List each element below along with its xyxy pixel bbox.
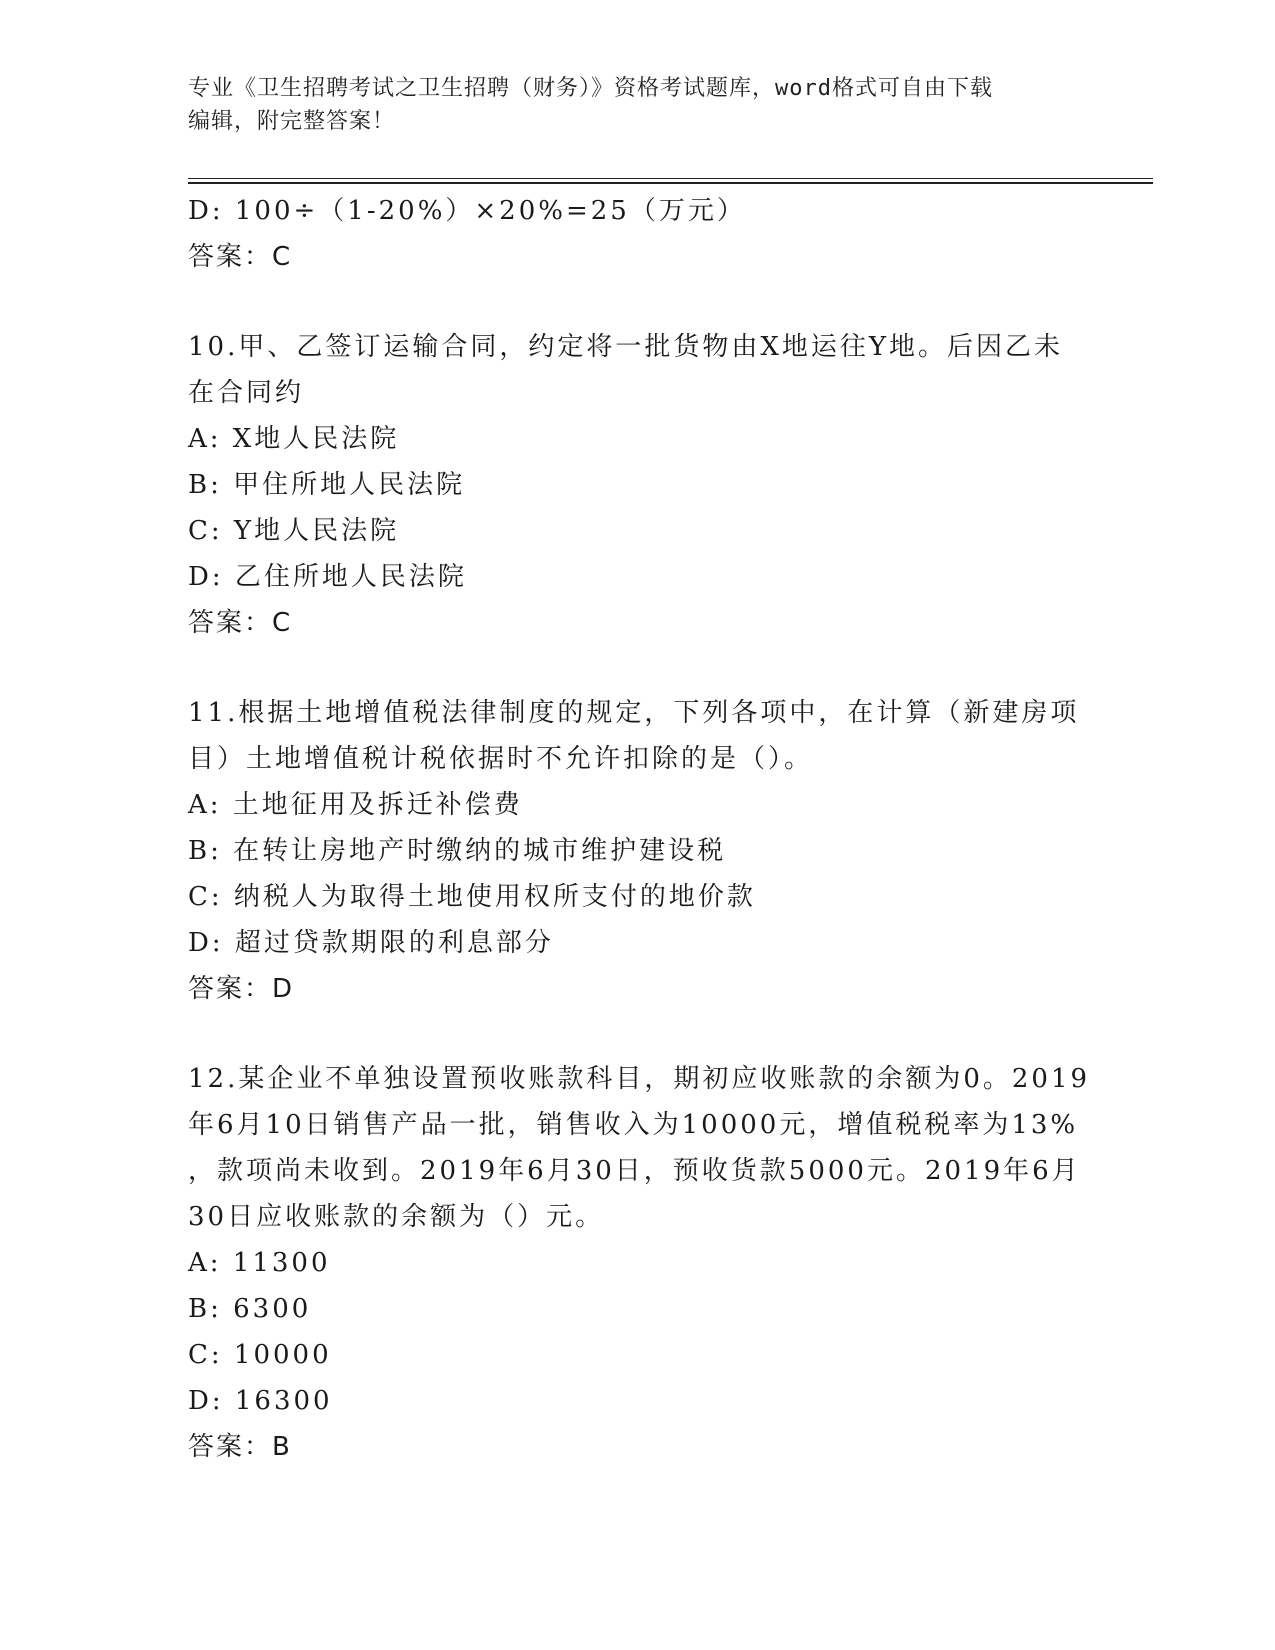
spacer bbox=[188, 1012, 1088, 1056]
spacer bbox=[188, 646, 1088, 690]
question-stem: 30日应收账款的余额为（）元。 bbox=[188, 1202, 605, 1232]
question-11 bbox=[188, 690, 1088, 1012]
question-stem: 年6月10日销售产品一批，销售收入为10000元，增值税税率为13% bbox=[188, 1110, 1079, 1140]
question-12 bbox=[188, 1056, 1091, 1470]
option-a: A: 土地征用及拆迁补偿费 bbox=[188, 790, 523, 820]
header-line-2: 编辑，附完整答案！ bbox=[188, 109, 396, 134]
question-stem: 在合同约 bbox=[188, 378, 305, 408]
question-stem: 目）土地增值税计税依据时不允许扣除的是（）。 bbox=[188, 744, 814, 774]
answer: 答案：B bbox=[188, 1432, 292, 1462]
question-10 bbox=[188, 324, 1088, 646]
option-c: C: 纳税人为取得土地使用权所支付的地价款 bbox=[188, 882, 756, 912]
option-d: D: 乙住所地人民法院 bbox=[188, 562, 467, 592]
option-b: B: 甲住所地人民法院 bbox=[188, 470, 466, 500]
question-stem: ，款项尚未收到。2019年6月30日，预收货款5000元。2019年6月 bbox=[188, 1156, 1081, 1186]
question-stem: 10.甲、乙签订运输合同，约定将一批货物由X地运往Y地。后因乙未 bbox=[188, 332, 1064, 362]
answer: 答案：C bbox=[188, 608, 293, 638]
spacer bbox=[188, 280, 1088, 324]
answer: 答案：D bbox=[188, 974, 295, 1004]
question-stem: 11.根据土地增值税法律制度的规定，下列各项中，在计算（新建房项 bbox=[188, 698, 1080, 728]
option-d: D: 100÷（1-20%）×20%=25（万元） bbox=[188, 196, 746, 226]
option-b: B: 在转让房地产时缴纳的城市维护建设税 bbox=[188, 836, 727, 866]
option-b: B: 6300 bbox=[188, 1294, 312, 1324]
question-content bbox=[188, 188, 1091, 1470]
option-a: A: 11300 bbox=[188, 1248, 331, 1278]
option-d: D: 超过贷款期限的利息部分 bbox=[188, 928, 554, 958]
document-header bbox=[188, 72, 1088, 138]
answer: 答案：C bbox=[188, 242, 293, 272]
previous-question-tail bbox=[188, 188, 1088, 280]
header-rule-thick bbox=[188, 182, 1153, 184]
header-line-1: 专业《卫生招聘考试之卫生招聘（财务）》资格考试题库，word格式可自由下载 bbox=[188, 76, 993, 101]
option-a: A: X地人民法院 bbox=[188, 424, 400, 454]
header-rule-thin bbox=[188, 178, 1153, 179]
option-c: C: 10000 bbox=[188, 1340, 332, 1370]
option-d: D: 16300 bbox=[188, 1386, 333, 1416]
question-stem: 12.某企业不单独设置预收账款科目，期初应收账款的余额为0。2019 bbox=[188, 1064, 1091, 1094]
option-c: C: Y地人民法院 bbox=[188, 516, 400, 546]
